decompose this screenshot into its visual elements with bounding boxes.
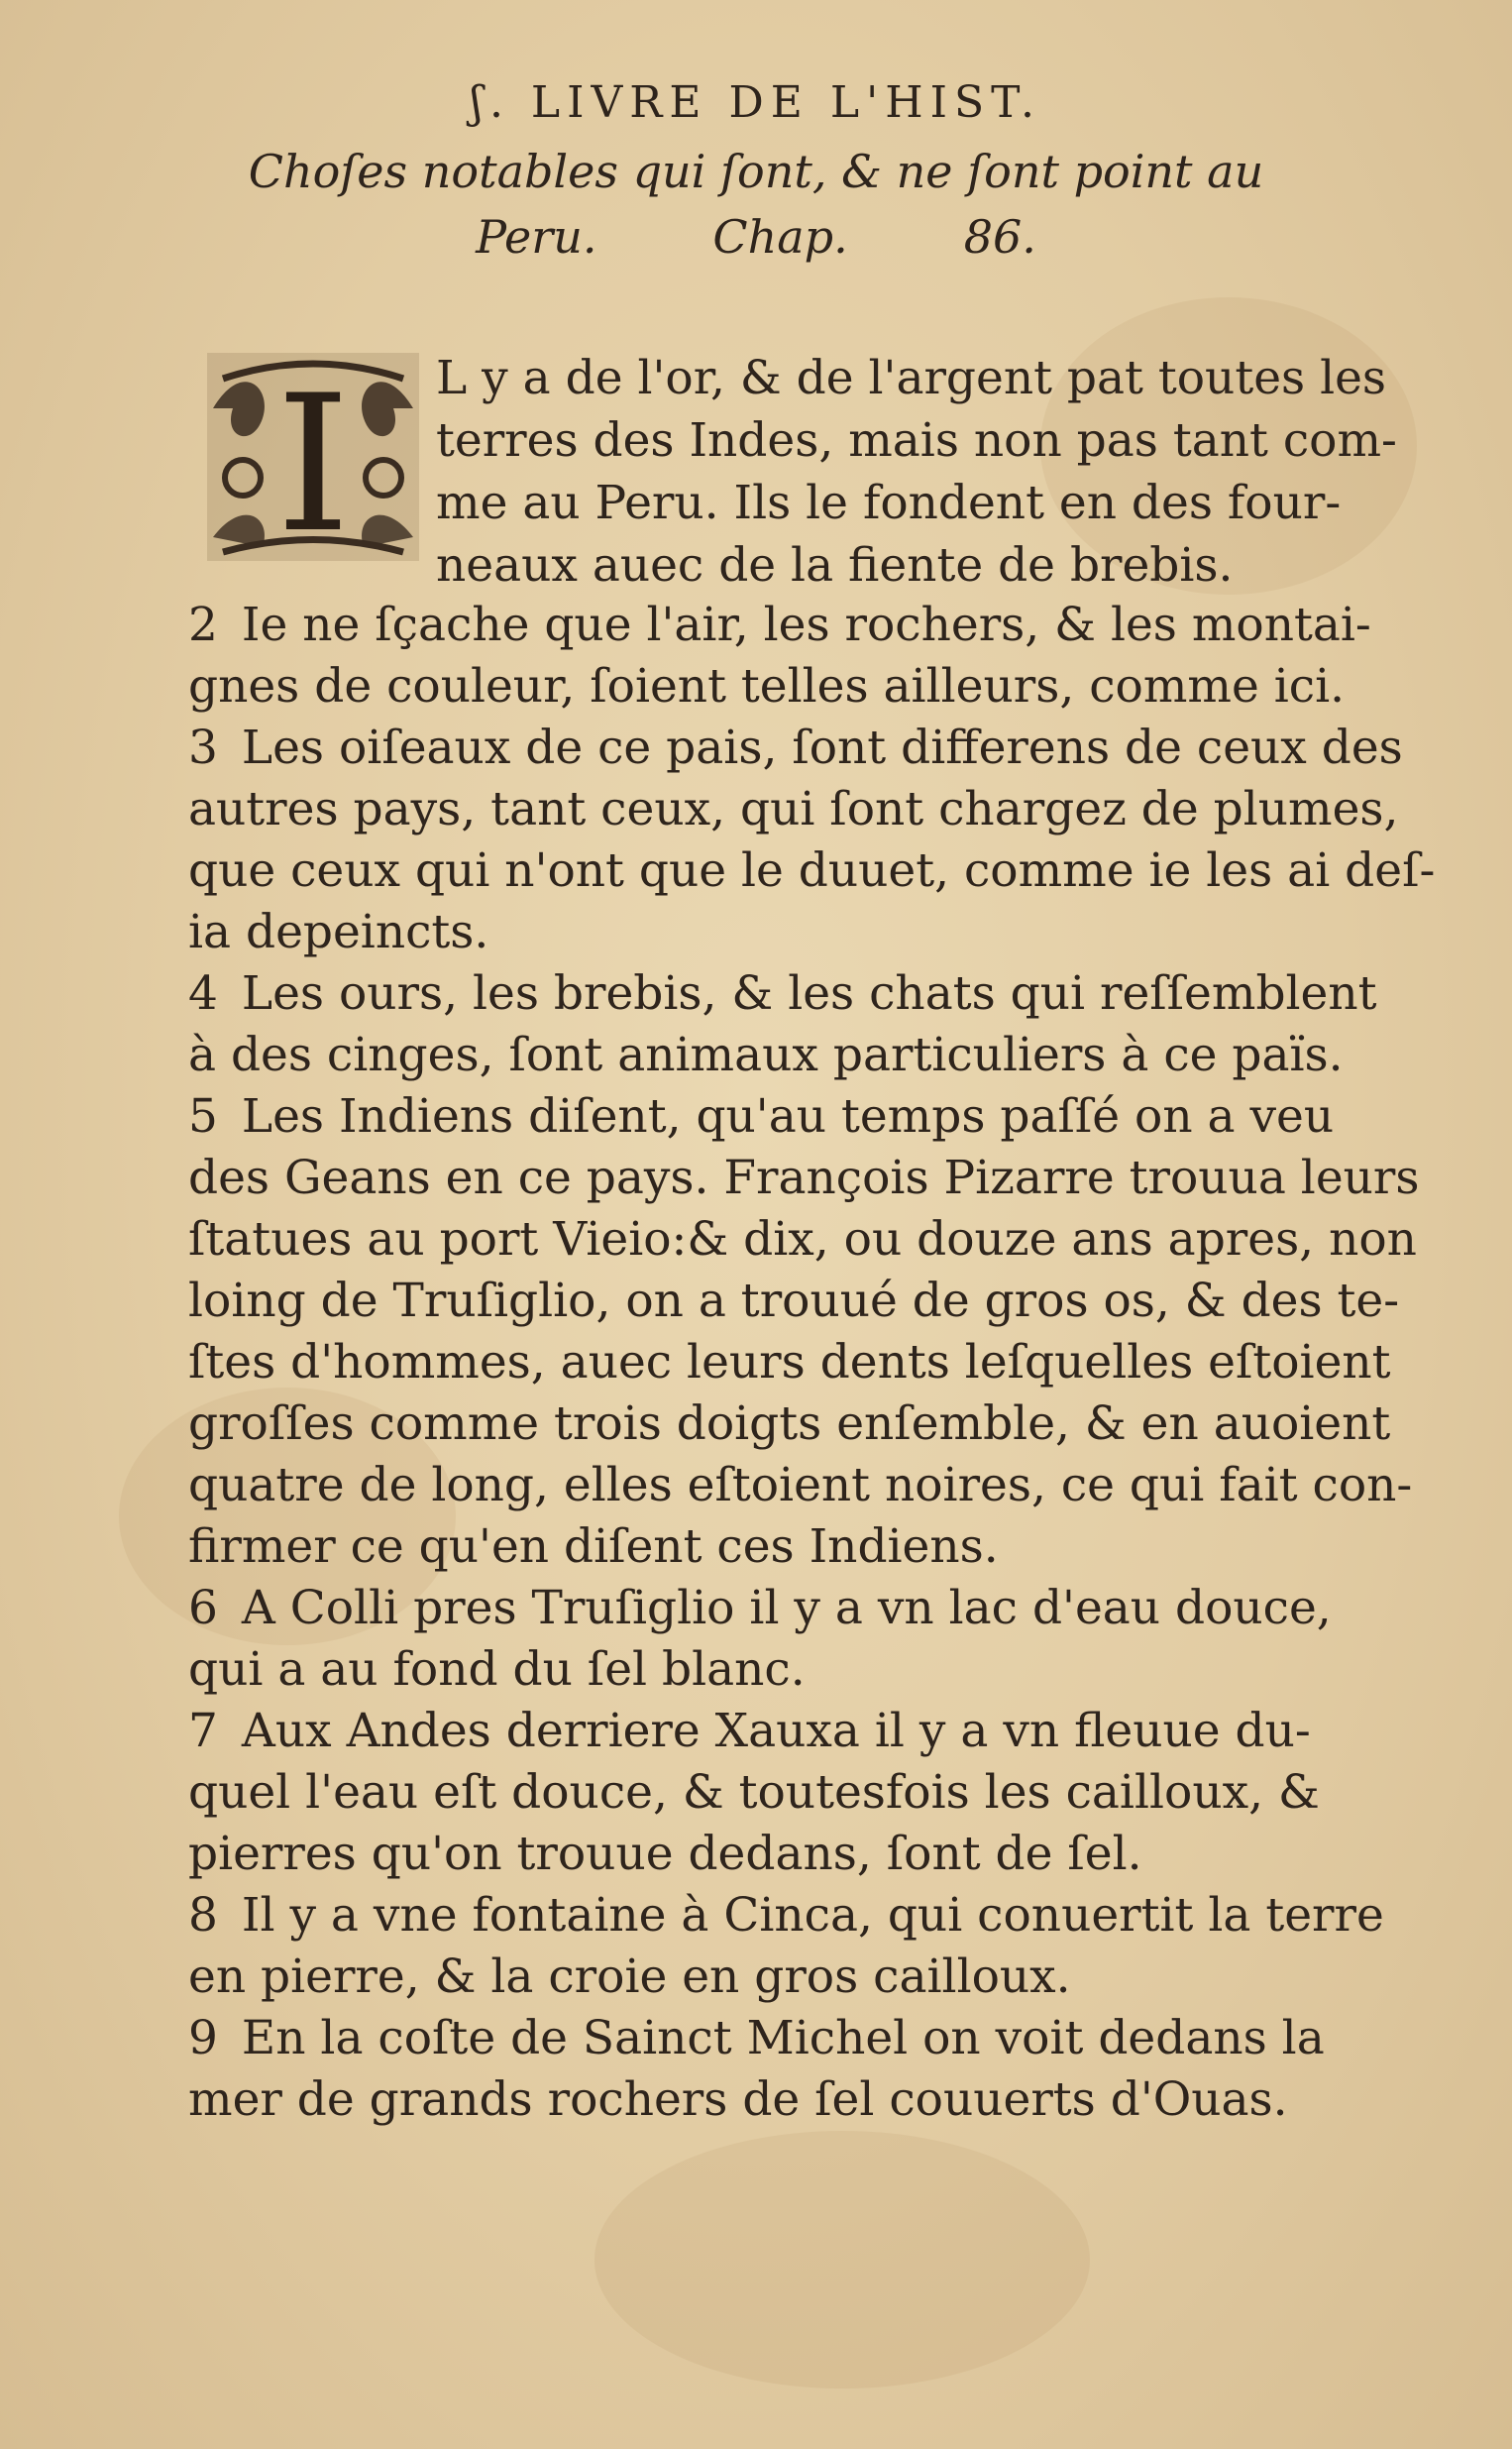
drop-cap-letter: I	[275, 355, 351, 565]
text-line: terres des Indes, mais non pas tant com-	[436, 413, 1397, 468]
chapter-title-line: Peru. Chap. 86.	[476, 210, 1036, 264]
line-text: A Colli pres Truſiglio il y a vn lac d'eau douce,	[241, 1581, 1332, 1635]
line-text: Les oiſeaux de ce pais, ſont differens de ceux des	[241, 721, 1403, 775]
text-line: firmer ce qu'en diſent ces Indiens.	[188, 1519, 999, 1574]
numbered-line	[188, 719, 1403, 778]
chapter-title	[0, 139, 1512, 270]
ornamental-initial-icon	[203, 349, 423, 565]
line-text: Les ours, les brebis, & les chats qui reſſemblent	[241, 966, 1377, 1021]
text-line: que ceux qui n'ont que le duuet, comme ie les ai deſ-	[188, 843, 1436, 898]
numbered-line	[188, 1702, 1311, 1761]
line-text: Aux Andes derriere Xauxa il y a vn fleuue du-	[241, 1704, 1311, 1758]
running-head: ʃ. LIVRE DE L'HIST.	[471, 77, 1041, 128]
paragraph-number: 8	[188, 1888, 218, 1943]
text-line: loing de Truſiglio, on a trouué de gros os, & des te-	[188, 1274, 1400, 1328]
text-line: ſtes d'hommes, auec leurs dents leſquelles eſtoient	[188, 1335, 1391, 1390]
text-line: neaux auec de la fiente de brebis.	[436, 538, 1234, 593]
text-line: en pierre, & la croie en gros cailloux.	[188, 1949, 1071, 2004]
paragraph-number: 3	[188, 721, 218, 775]
numbered-line	[188, 1579, 1332, 1638]
text-line: L y a de l'or, & de l'argent pat toutes les	[436, 351, 1387, 405]
paragraph-number: 7	[188, 1704, 218, 1758]
paragraph-number: 6	[188, 1581, 218, 1635]
numbered-line	[188, 2009, 1325, 2068]
text-line: à des cinges, ſont animaux particuliers à ce païs.	[188, 1028, 1344, 1082]
text-line: quel l'eau eſt douce, & toutesfois les cailloux, &	[188, 1765, 1320, 1820]
text-line: quatre de long, elles eſtoient noires, ce qui fait con-	[188, 1458, 1413, 1512]
text-line: autres pays, tant ceux, qui ſont chargez de plumes,	[188, 782, 1399, 836]
paper-stain	[594, 2131, 1090, 2389]
text-line: gnes de couleur, ſoient telles ailleurs, comme ici.	[188, 659, 1346, 714]
text-line: groſſes comme trois doigts enſemble, & en auoient	[188, 1396, 1391, 1451]
line-text: Ie ne ſçache que l'air, les rochers, & les montai-	[241, 598, 1371, 652]
paragraph-number: 9	[188, 2011, 218, 2065]
numbered-line	[188, 1087, 1334, 1147]
text-line: pierres qu'on trouue dedans, ſont de ſel.	[188, 1827, 1142, 1881]
paragraph-number: 5	[188, 1089, 218, 1144]
chapter-title-line: Choſes notables qui ſont, & ne ſont point au	[248, 145, 1264, 198]
numbered-line	[188, 596, 1371, 655]
text-line: qui a au fond du ſel blanc.	[188, 1642, 806, 1697]
numbered-line	[188, 964, 1377, 1024]
paragraph-number: 2	[188, 598, 218, 652]
line-text: Les Indiens diſent, qu'au temps paſſé on a veu	[241, 1089, 1335, 1144]
text-line: me au Peru. Ils le fondent en des four-	[436, 476, 1342, 530]
paragraph-number: 4	[188, 966, 218, 1021]
text-line: mer de grands rochers de ſel couuerts d'Ouas.	[188, 2072, 1288, 2127]
text-line: des Geans en ce pays. François Pizarre trouua leurs	[188, 1151, 1420, 1205]
line-text: En la coſte de Sainct Michel on voit dedans la	[241, 2011, 1325, 2065]
line-text: Il y a vne fontaine à Cinca, qui conuertit la terre	[241, 1888, 1384, 1943]
text-line: ia depeincts.	[188, 905, 489, 959]
text-line: ſtatues au port Vieio:& dix, ou douze ans apres, non	[188, 1212, 1417, 1267]
numbered-line	[188, 1886, 1384, 1946]
